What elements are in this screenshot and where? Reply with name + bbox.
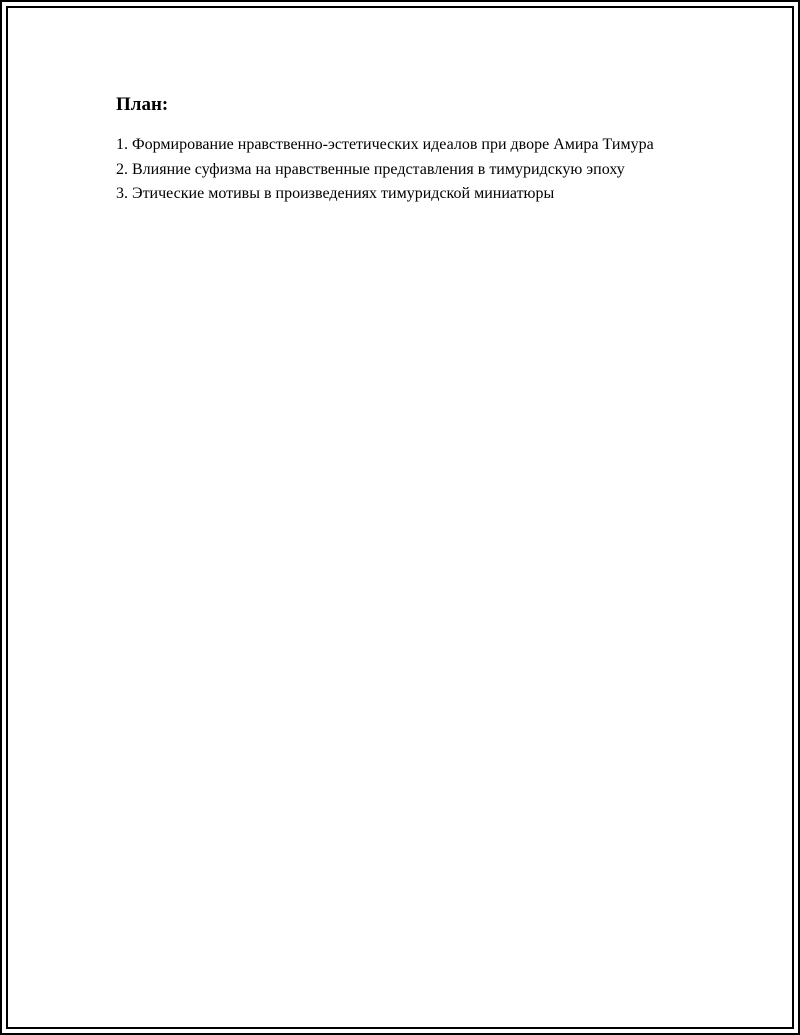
plan-heading: План: — [116, 94, 169, 115]
document-content — [116, 92, 686, 207]
plan-list — [116, 133, 686, 207]
plan-item: 1. Формирование нравственно-эстетических идеалов при дворе Амира Тимура — [116, 136, 654, 153]
plan-item: 2. Влияние суфизма на нравственные представления в тимуридскую эпоху — [116, 160, 625, 178]
plan-item: 3. Этические мотивы в произведениях тимуридской миниатюры — [116, 185, 555, 202]
